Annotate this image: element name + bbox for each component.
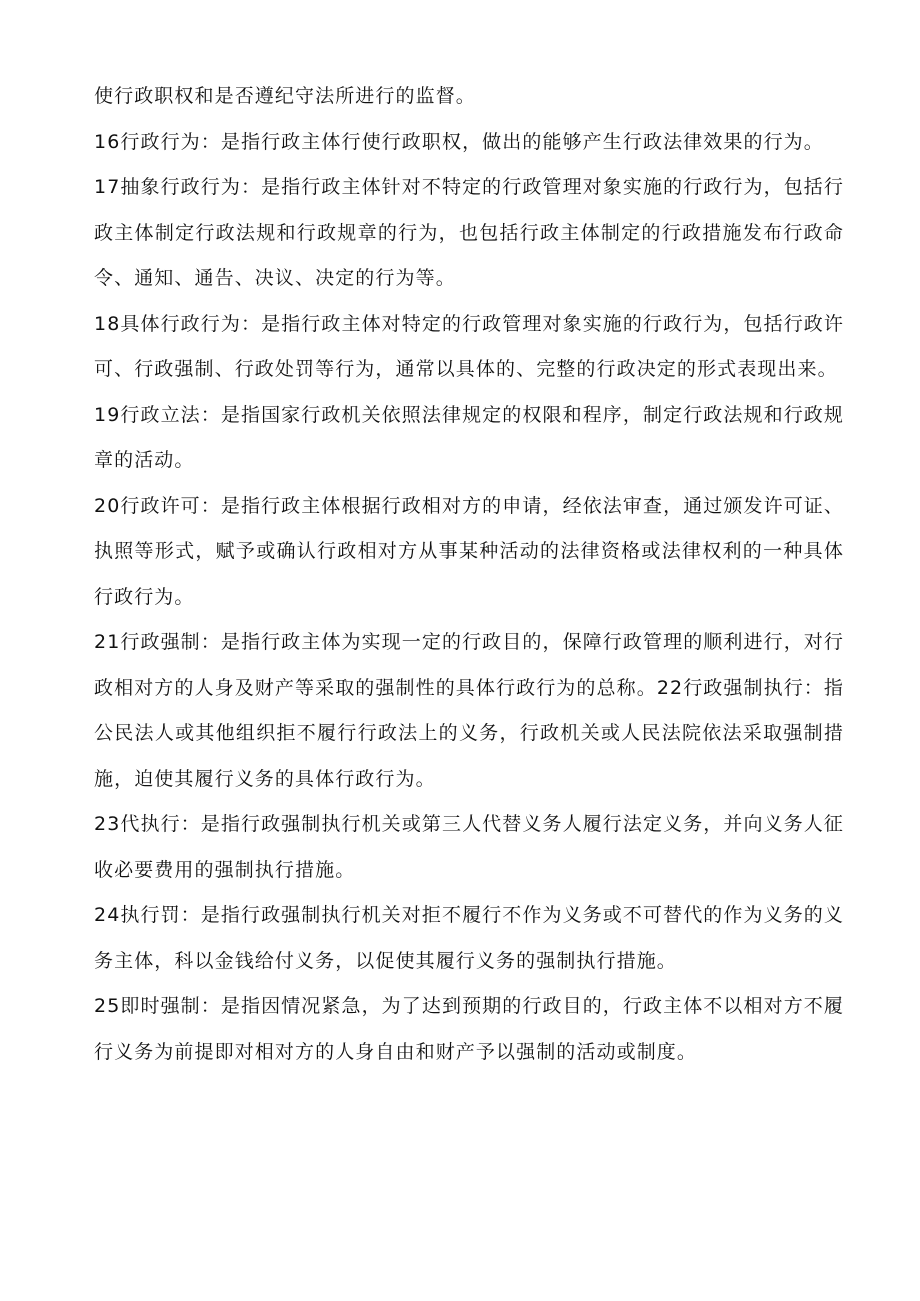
paragraph-21-22-administrative-coercion: 21行政强制：是指行政主体为实现一定的行政目的，保障行政管理的顺利进行，对行政相对方的人身及财产等采取的强制性的具体行政行为的总称。22行政强制执行：指公民法人或其他组织拒不履行行政法上的义务，行政机关或人民法院依法采取强制措施，迫使其履行义务的具体行政行为。 (94, 631, 844, 790)
paragraph-24-execution-penalty: 24执行罚：是指行政强制执行机关对拒不履行不作为义务或不可替代的作为义务的义务主体，科以金钱给付义务，以促使其履行义务的强制执行措施。 (94, 904, 844, 972)
paragraph-18-specific-administrative-act: 18具体行政行为：是指行政主体对特定的行政管理对象实施的行政行为，包括行政许可、行政强制、行政处罚等行为，通常以具体的、完整的行政决定的形式表现出来。 (94, 312, 844, 380)
paragraph-20-administrative-license: 20行政许可：是指行政主体根据行政相对方的申请，经依法审查，通过颁发许可证、执照等形式，赋予或确认行政相对方从事某种活动的法律资格或法律权利的一种具体行政行为。 (94, 494, 844, 608)
document-page (94, 74, 844, 1075)
paragraph-25-immediate-coercion: 25即时强制：是指因情况紧急，为了达到预期的行政目的，行政主体不以相对方不履行义务为前提即对相对方的人身自由和财产予以强制的活动或制度。 (94, 995, 844, 1063)
paragraph-16-administrative-act: 16行政行为：是指行政主体行使行政职权，做出的能够产生行政法律效果的行为。 (94, 130, 824, 153)
paragraph-19-administrative-legislation: 19行政立法：是指国家行政机关依照法律规定的权限和程序，制定行政法规和行政规章的活动。 (94, 403, 844, 471)
paragraph-23-substitute-execution: 23代执行：是指行政强制执行机关或第三人代替义务人履行法定义务，并向义务人征收必要费用的强制执行措施。 (94, 813, 844, 881)
paragraph-17-abstract-administrative-act: 17抽象行政行为：是指行政主体针对不特定的行政管理对象实施的行政行为，包括行政主体制定行政法规和行政规章的行为，也包括行政主体制定的行政措施发布行政命令、通知、通告、决议、决定的行为等。 (94, 176, 844, 289)
paragraph-continuation: 使行政职权和是否遵纪守法所进行的监督。 (94, 85, 476, 107)
